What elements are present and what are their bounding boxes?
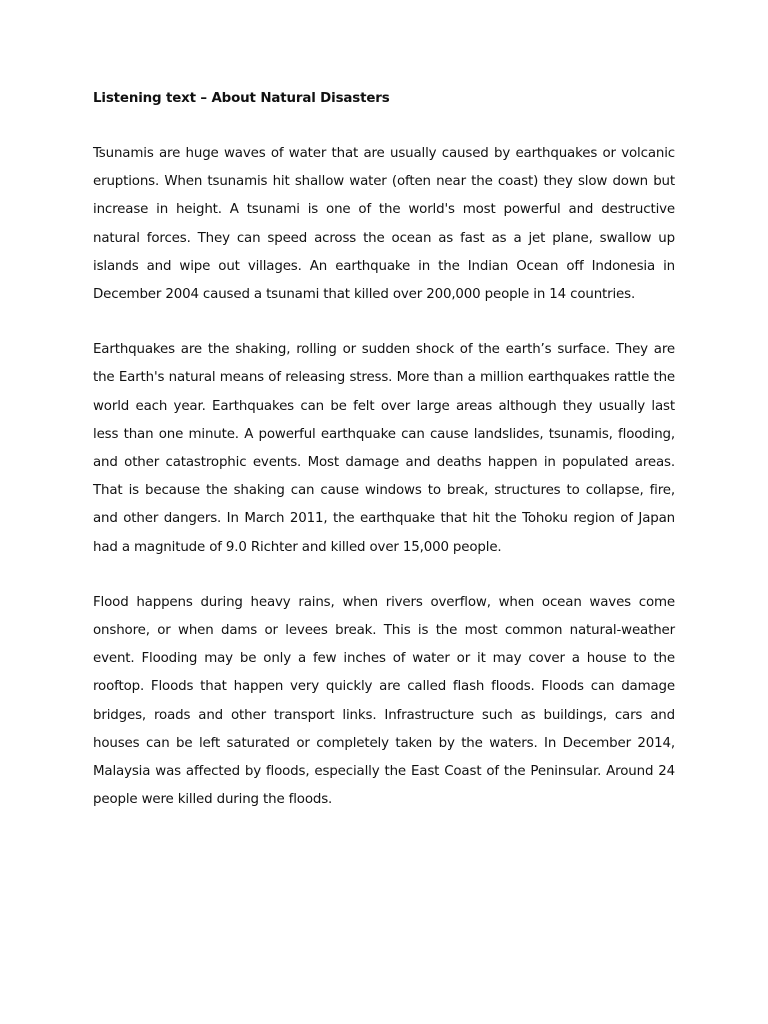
- paragraph-earthquakes: Earthquakes are the shaking, rolling or sudden shock of the earth’s surface. They are the Earth's natural means of releasing stress. More than a million earthquakes rattle the world each year. Earthquakes can be felt over large areas although they usually last less than one minute. A powerful earthquake can cause landslides, tsunamis, flooding, and other catastrophic events. Most damage and deaths happen in populated areas. That is because the shaking can cause windows to break, structures to collapse, fire, and other dangers. In March 2011, the earthquake that hit the Tohoku region of Japan had a magnitude of 9.0 Richter and killed over 15,000 people.: [93, 342, 675, 555]
- paragraph-floods: Flood happens during heavy rains, when rivers overflow, when ocean waves come onshore, or when dams or levees break. This is the most common natural-weather event. Flooding may be only a few inches of water or it may cover a house to the rooftop. Floods that happen very quickly are called flash floods. Floods can damage bridges, roads and other transport links. Infrastructure such as buildings, cars and houses can be left saturated or completely taken by the waters. In December 2014, Malaysia was affected by floods, especially the East Coast of the Peninsular. Around 24 people were killed during the floods.: [93, 594, 675, 808]
- document-title: Listening text – About Natural Disasters: [93, 91, 390, 106]
- paragraph-tsunamis: Tsunamis are huge waves of water that are usually caused by earthquakes or volcanic eruptions. When tsunamis hit shallow water (often near the coast) they slow down but increase in height. A tsunami is one of the world's most powerful and destructive natural forces. They can speed across the ocean as fast as a jet plane, swallow up islands and wipe out villages. An earthquake in the Indian Ocean off Indonesia in December 2004 caused a tsunami that killed over 200,000 people in 14 countries.: [93, 146, 675, 303]
- document-body: [93, 86, 675, 841]
